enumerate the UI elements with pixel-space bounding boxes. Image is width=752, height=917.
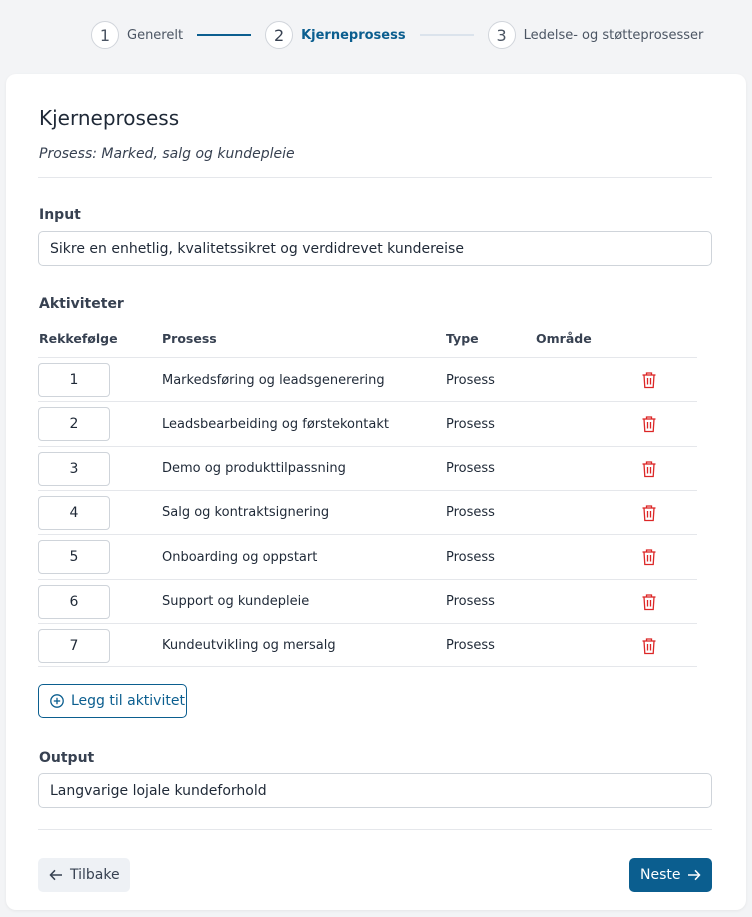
step-number: 3 <box>488 21 516 49</box>
step-connector <box>420 34 474 36</box>
input-field[interactable]: Sikre en enhetlig, kvalitetssikret og verdidrevet kundereise <box>38 231 712 266</box>
trash-icon[interactable] <box>641 637 657 655</box>
step-number: 1 <box>91 21 119 49</box>
table-row <box>38 446 697 490</box>
next-button[interactable] <box>629 858 712 892</box>
process-cell: Salg og kontraktsignering <box>162 505 330 521</box>
trash-icon[interactable] <box>641 415 657 433</box>
divider <box>38 177 712 178</box>
type-cell: Prosess <box>446 638 495 654</box>
type-cell: Prosess <box>446 594 495 609</box>
order-input[interactable]: 5 <box>38 540 110 574</box>
process-cell: Leadsbearbeiding og førstekontakt <box>162 416 389 432</box>
trash-icon[interactable] <box>641 371 657 389</box>
back-button[interactable] <box>38 858 130 892</box>
output-field[interactable]: Langvarige lojale kundeforhold <box>38 773 712 808</box>
type-cell: Prosess <box>446 416 495 432</box>
table-row <box>38 579 697 623</box>
step-label: Generelt <box>127 27 184 43</box>
order-input[interactable]: 3 <box>38 452 110 486</box>
step-number: 2 <box>265 21 293 49</box>
step-kjerneprosess[interactable] <box>265 21 406 49</box>
type-cell: Prosess <box>446 372 495 388</box>
table-row <box>38 490 697 534</box>
step-connector <box>197 34 251 36</box>
order-input[interactable]: 7 <box>38 629 110 663</box>
trash-icon[interactable] <box>641 460 657 478</box>
trash-icon[interactable] <box>641 504 657 522</box>
back-label: Tilbake <box>70 867 120 883</box>
output-label: Output <box>39 750 95 766</box>
order-input[interactable]: 4 <box>38 496 110 530</box>
step-ledelse[interactable] <box>488 21 704 49</box>
add-activity-button[interactable] <box>38 684 187 718</box>
type-cell: Prosess <box>446 549 495 565</box>
page-subtitle: Prosess: Marked, salg og kundepleie <box>39 146 295 162</box>
process-cell: Onboarding og oppstart <box>162 549 318 565</box>
add-activity-label: Legg til aktivitet <box>71 693 185 709</box>
order-input[interactable]: 6 <box>38 585 110 619</box>
stepper <box>91 21 703 49</box>
table-row <box>38 534 697 578</box>
input-label: Input <box>39 207 81 223</box>
process-cell: Kundeutvikling og mersalg <box>162 638 336 654</box>
type-cell: Prosess <box>446 505 495 521</box>
process-cell: Support og kundepleie <box>162 594 310 609</box>
step-generelt[interactable] <box>91 21 183 49</box>
table-row <box>38 401 697 445</box>
step-label: Kjerneprosess <box>301 27 406 43</box>
column-header-area: Område <box>536 331 592 346</box>
divider <box>38 829 712 830</box>
plus-circle-icon <box>50 694 64 708</box>
order-input[interactable]: 1 <box>38 363 110 397</box>
process-cell: Markedsføring og leadsgenerering <box>162 372 385 388</box>
order-input[interactable]: 2 <box>38 407 110 441</box>
step-label: Ledelse- og støtteprosesser <box>523 27 704 43</box>
page-title: Kjerneprosess <box>39 106 180 130</box>
column-header-process: Prosess <box>162 331 217 346</box>
column-header-order: Rekkefølge <box>39 331 118 346</box>
trash-icon[interactable] <box>641 548 657 566</box>
arrow-left-icon <box>49 869 63 881</box>
table-row <box>38 357 697 401</box>
next-label: Neste <box>640 867 681 883</box>
activities-label: Aktiviteter <box>39 296 124 312</box>
arrow-right-icon <box>687 869 701 881</box>
column-header-type: Type <box>446 331 479 346</box>
type-cell: Prosess <box>446 461 495 477</box>
table-row <box>38 623 697 667</box>
trash-icon[interactable] <box>641 593 657 611</box>
process-cell: Demo og produkttilpassning <box>162 461 346 477</box>
form-card <box>6 74 746 910</box>
